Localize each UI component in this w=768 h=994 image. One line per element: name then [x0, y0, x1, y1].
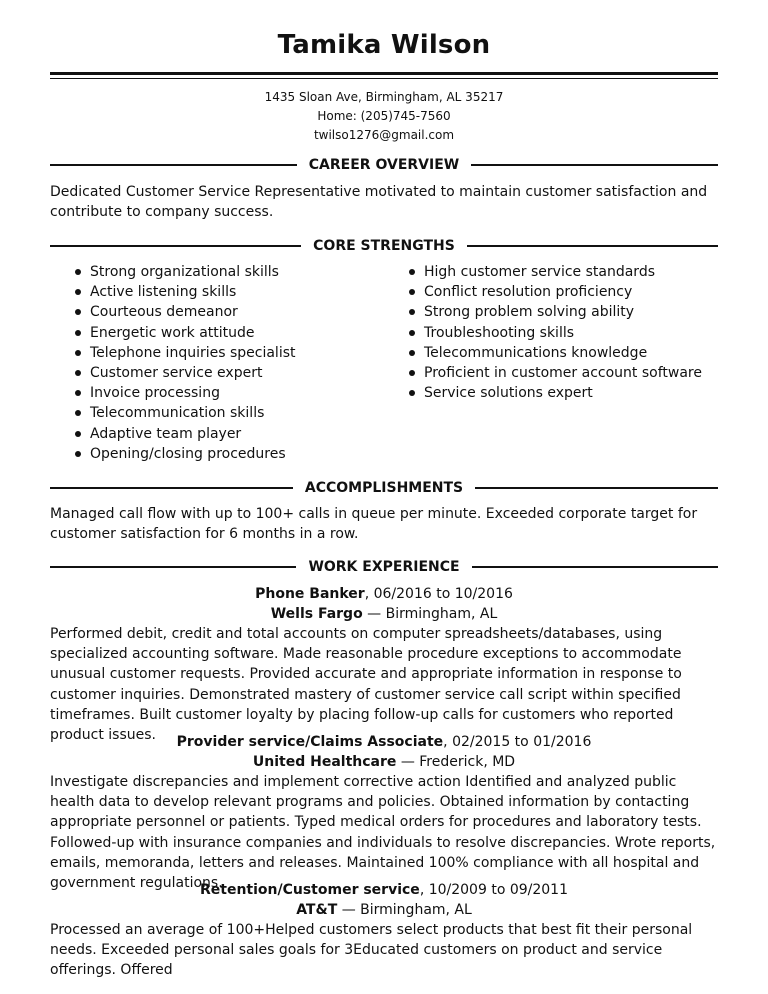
bullet-icon [75, 410, 81, 416]
job-company: Wells Fargo [270, 606, 363, 622]
contact-block [0, 88, 768, 145]
section-rule-left [50, 566, 296, 568]
header-rule-top [50, 72, 718, 75]
strength-item: Telecommunication skills [90, 403, 296, 423]
strength-item: Telephone inquiries specialist [90, 343, 296, 363]
section-rule-left [50, 245, 301, 247]
section-title: CAREER OVERVIEW [308, 157, 460, 173]
job-title-line [0, 584, 768, 604]
section-header-career-overview [50, 155, 718, 175]
candidate-name: Tamika Wilson [277, 30, 491, 60]
section-rule-right [472, 566, 718, 568]
section-rule-left [50, 164, 297, 166]
job-title-line [0, 732, 768, 752]
job-location: — Frederick, MD [396, 754, 516, 770]
section-header-work-experience [50, 557, 718, 577]
section-rule-left [50, 487, 293, 489]
strength-item: Strong organizational skills [90, 262, 296, 282]
job-company: AT&T [296, 902, 338, 918]
section-title: WORK EXPERIENCE [308, 559, 460, 575]
strength-item: Strong problem solving ability [424, 302, 702, 322]
bullet-icon [75, 390, 81, 396]
bullet-icon [75, 269, 81, 275]
bullet-icon [409, 309, 415, 315]
job-location: — Birmingham, AL [362, 606, 498, 622]
strength-item: Adaptive team player [90, 424, 296, 444]
strength-item: High customer service standards [424, 262, 702, 282]
job-description: Processed an average of 100+Helped customers select products that best fit their personal needs. Exceeded personal sales goals for 3Educated customers on product and service offerings. Offered [50, 922, 693, 979]
job-company-line [0, 604, 768, 624]
bullet-icon [409, 330, 415, 336]
strength-item: Telecommunications knowledge [424, 343, 702, 363]
job-description: Performed debit, credit and total accounts on computer spreadsheets/databases, using specialized accounting software. Made reasonable procedure exceptions to accommodate unusual customer requests. Provided accurate and appropriate information in response to customer inquiries. Demonstrated mastery of customer service call script within specified timeframes. Built customer loyalty by placing follow-up calls for customers who reported product issues. [50, 626, 682, 744]
job-dates: , 06/2016 to 10/2016 [364, 586, 513, 602]
job-company: United Healthcare [252, 754, 397, 770]
job-dates: , 02/2015 to 01/2016 [443, 734, 592, 750]
job-description: Investigate discrepancies and implement corrective action Identified and analyzed public health data to develop relevant programs and policies. Obtained information by contacting appropriate personnel or patients. Typed medical orders for procedures and laboratory tests. Followed-up with insurance companies and individuals to resolve discrepancies. Wrote reports, emails, memoranda, letters and releases. Maintained 100% compliance with all hospital and government regulations. [50, 774, 716, 892]
contact-address: 1435 Sloan Ave, Birmingham, AL 35217 [264, 90, 504, 104]
bullet-icon [75, 350, 81, 356]
job-title: Phone Banker [255, 586, 365, 602]
section-title: CORE STRENGTHS [313, 238, 455, 254]
bullet-icon [409, 269, 415, 275]
job-title: Provider service/Claims Associate [176, 734, 444, 750]
bullet-icon [75, 309, 81, 315]
header-rule-bottom [50, 78, 718, 79]
section-header-accomplishments [50, 478, 718, 498]
career-overview-text: Dedicated Customer Service Representative motivated to maintain customer satisfaction and contribute to company success. [50, 184, 708, 221]
strengths-list-right [424, 262, 702, 403]
bullet-icon [409, 390, 415, 396]
job-dates: , 10/2009 to 09/2011 [419, 882, 568, 898]
strength-item: Active listening skills [90, 282, 296, 302]
job-title-line [0, 880, 768, 900]
job-location: — Birmingham, AL [337, 902, 472, 918]
strength-item: Customer service expert [90, 363, 296, 383]
contact-email: twilso1276@gmail.com [313, 128, 455, 142]
section-rule-right [471, 164, 718, 166]
section-rule-right [475, 487, 718, 489]
bullet-icon [409, 370, 415, 376]
job-company-line [0, 900, 768, 920]
contact-phone: Home: (205)745-7560 [317, 109, 451, 123]
strength-item: Proficient in customer account software [424, 363, 702, 383]
bullet-icon [75, 330, 81, 336]
strength-item: Service solutions expert [424, 383, 702, 403]
bullet-icon [409, 289, 415, 295]
bullet-icon [409, 350, 415, 356]
strength-item: Conflict resolution proficiency [424, 282, 702, 302]
bullet-icon [75, 370, 81, 376]
bullet-icon [75, 431, 81, 437]
strengths-list-left [90, 262, 296, 464]
strength-item: Energetic work attitude [90, 323, 296, 343]
strength-item: Courteous demeanor [90, 302, 296, 322]
section-header-core-strengths [50, 236, 718, 256]
strength-item: Opening/closing procedures [90, 444, 296, 464]
job-company-line [0, 752, 768, 772]
section-rule-right [467, 245, 718, 247]
accomplishments-text: Managed call flow with up to 100+ calls in queue per minute. Exceeded corporate target for customer satisfaction for 6 months in a row. [50, 506, 698, 543]
section-title: ACCOMPLISHMENTS [304, 480, 464, 496]
strength-item: Troubleshooting skills [424, 323, 702, 343]
job-title: Retention/Customer service [199, 882, 420, 898]
strength-item: Invoice processing [90, 383, 296, 403]
bullet-icon [75, 451, 81, 457]
bullet-icon [75, 289, 81, 295]
